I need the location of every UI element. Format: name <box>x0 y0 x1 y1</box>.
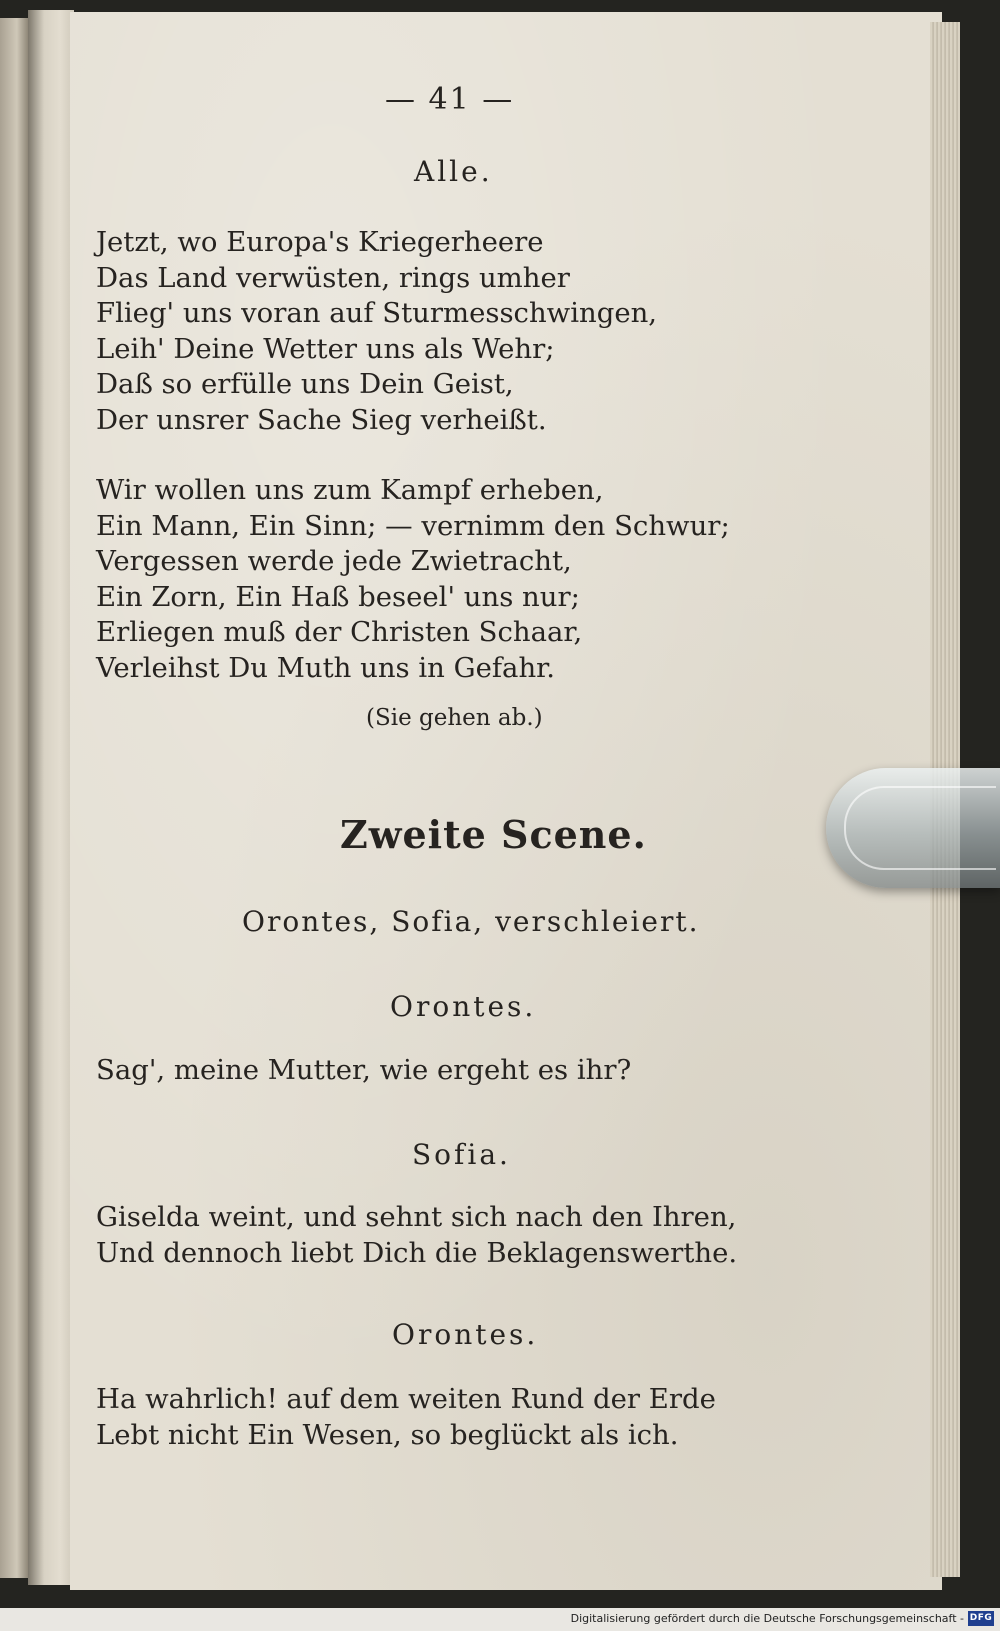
verse-line: Leih' Deine Wetter uns als Wehr; <box>96 332 555 365</box>
verse-line: Daß so erfülle uns Dein Geist, <box>96 368 514 400</box>
stanza-1 <box>96 225 657 438</box>
speaker-orontes: Orontes. <box>392 1318 539 1351</box>
page-clip <box>826 768 1000 888</box>
page-clip-highlight <box>844 786 996 870</box>
dialogue-orontes-2 <box>96 1382 716 1453</box>
verse-line: Und dennoch liebt Dich die Beklagenswerthe. <box>96 1236 738 1269</box>
verse-line: Flieg' uns voran auf Sturmesschwingen, <box>96 297 658 329</box>
left-page-edge <box>0 18 28 1578</box>
verse-line: Lebt nicht Ein Wesen, so beglückt als ich. <box>96 1418 679 1451</box>
verse-line: Ha wahrlich! auf dem weiten Rund der Erde <box>96 1383 716 1415</box>
book-gutter <box>28 10 74 1585</box>
verse-line: Ein Zorn, Ein Haß beseel' uns nur; <box>96 580 580 613</box>
verse-line: Giselda weint, und sehnt sich nach den Ihren, <box>96 1201 737 1233</box>
stage-direction: (Sie gehen ab.) <box>366 705 543 731</box>
scene-cast: Orontes, Sofia, verschleiert. <box>242 905 700 938</box>
speaker-orontes: Orontes. <box>390 990 537 1023</box>
verse-line: Vergessen werde jede Zwietracht, <box>96 545 572 577</box>
verse-line: Jetzt, wo Europa's Kriegerheere <box>96 226 544 258</box>
verse-line: Ein Mann, Ein Sinn; — vernimm den Schwur; <box>96 509 730 542</box>
stanza-2 <box>96 473 730 686</box>
verse-line: Verleihst Du Muth uns in Gefahr. <box>96 651 556 684</box>
verse-line: Sag', meine Mutter, wie ergeht es ihr? <box>96 1054 632 1086</box>
speaker-alle: Alle. <box>414 155 493 188</box>
verse-line: Erliegen muß der Christen Schaar, <box>96 616 583 648</box>
scene-title: Zweite Scene. <box>340 812 647 857</box>
verse-line: Der unsrer Sache Sieg verheißt. <box>96 403 547 436</box>
footer-credit: Digitalisierung gefördert durch die Deutsche Forschungsgemeinschaft - <box>570 1612 964 1625</box>
page-number: — 41 — <box>385 82 515 117</box>
verse-line: Wir wollen uns zum Kampf erheben, <box>96 474 604 506</box>
verse-line: Das Land verwüsten, rings umher <box>96 261 570 294</box>
dfg-logo: DFG <box>968 1611 994 1626</box>
dialogue-orontes-1 <box>96 1053 631 1089</box>
speaker-sofia: Sofia. <box>412 1138 511 1171</box>
dialogue-sofia <box>96 1200 737 1271</box>
